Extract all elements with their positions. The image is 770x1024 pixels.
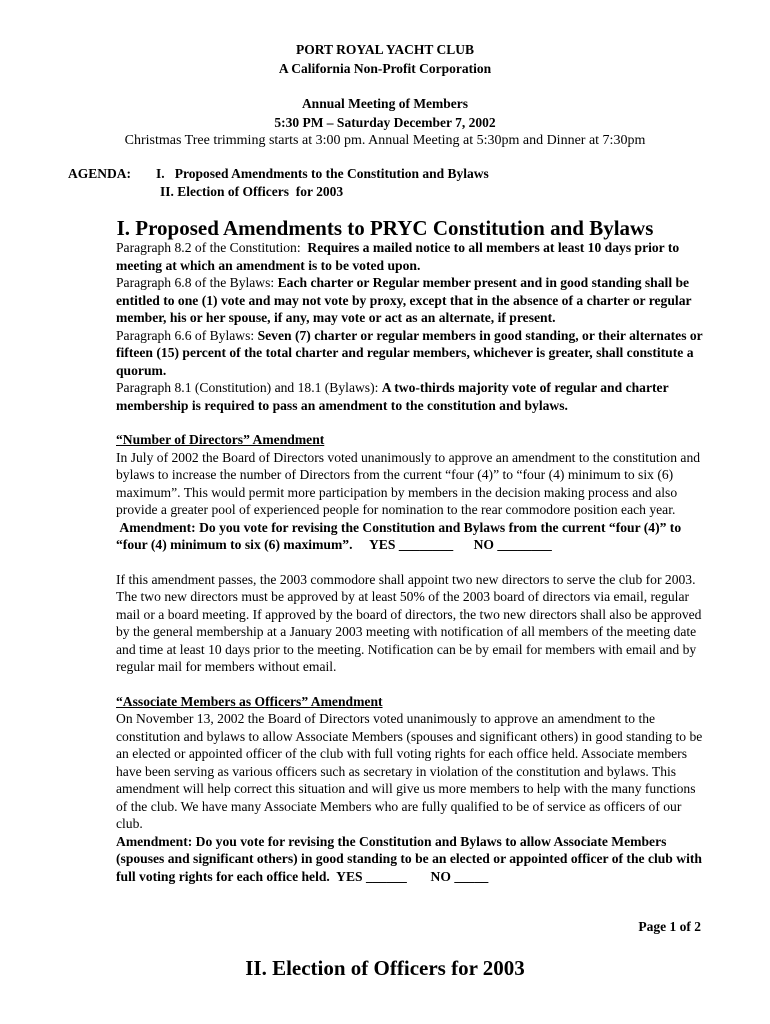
directors-amendment-heading: “Number of Directors” Amendment xyxy=(116,432,325,447)
section-2-title: II. Election of Officers for 2003 xyxy=(245,956,525,980)
meeting-info xyxy=(0,94,770,150)
section-1-body xyxy=(116,239,706,885)
agenda-item-1: I. Proposed Amendments to the Constitution and Bylaws xyxy=(156,166,489,181)
corporation-line: A California Non-Profit Corporation xyxy=(278,61,492,76)
page-number: Page 1 of 2 xyxy=(638,919,701,934)
schedule-line: Christmas Tree trimming starts at 3:00 pm. Annual Meeting at 5:30pm and Dinner at 7:30pm xyxy=(124,133,646,148)
associate-amendment-vote: Amendment: Do you vote for revising the Constitution and Bylaws to allow Associate Members (spouses and significant others) in good standing to be an elected or appointed officer of the club with full voting rights for each office held. YES ______ NO _____ xyxy=(116,833,706,884)
club-name: PORT ROYAL YACHT CLUB xyxy=(296,42,474,57)
agenda-item-2: II. Election of Officers for 2003 xyxy=(160,184,344,199)
section-1-title: I. Proposed Amendments to PRYC Constitution and Bylaws xyxy=(116,216,654,240)
directors-amendment-body: In July of 2002 the Board of Directors voted unanimously to approve an amendment to the constitution and bylaws to increase the number of Directors from the current “four (4)” to “four (4) minimum to six (6) maximum”. This would permit more participation by members in the decision making process and also provide a greater pool of experienced people for nomination to the rear commodore position each year. xyxy=(116,449,701,517)
bylaws-paragraph-6-6: Paragraph 6.6 of Bylaws: Seven (7) charter or regular members in good standing, or their alternates or fifteen (15) percent of the total charter and regular members, whichever is greater, shall constitute a quorum. xyxy=(116,327,703,378)
directors-amendment-vote: Amendment: Do you vote for revising the Constitution and Bylaws from the current “four (4)” to “four (4) minimum to six (6) maximum”. YES ________ NO ________ xyxy=(116,519,685,552)
associate-amendment-body: On November 13, 2002 the Board of Directors voted unanimously to approve an amendment to the constitution and bylaws to allow Associate Members (spouses and significant others) in good standing to be an elected or appointed officer of the club with full voting rights for each office held. Associate members have been serving as various officers such as secretary in violation of the constitution and bylaws. This amendment will help correct this situation and will give us more members to help with the many functions of the club. We have many Associate Members who are fully qualified to be of service as officers of our club. xyxy=(116,711,703,831)
paragraph-8-1-18-1: Paragraph 8.1 (Constitution) and 18.1 (Bylaws): A two-thirds majority vote of regular and charter membership is required to pass an amendment to the constitution and bylaws. xyxy=(116,380,669,413)
directors-amendment-followup: If this amendment passes, the 2003 commodore shall appoint two new directors to serve the club for 2003. The two new directors must be approved by at least 50% of the 2003 board of directors via email, regular mail or a board meeting. If approved by the board of directors, the two new directors shall also be approved by the general membership at a January 2003 meeting with notification of all members of the meeting date and time at least 10 days prior to the meeting. Notification can be by email for members with email and by regular mail for members without email. xyxy=(116,571,702,674)
agenda-label: AGENDA: xyxy=(68,166,131,181)
agenda-items xyxy=(156,165,656,201)
bylaws-paragraph-6-8: Paragraph 6.8 of the Bylaws: Each charter or Regular member present and in good standing shall be entitled to one (1) vote and may not vote by proxy, except that in the absence of a charter or regular member, his or her spouse, if any, may vote or act as an alternate, if present. xyxy=(116,275,692,325)
document-header xyxy=(0,40,770,78)
associate-amendment-heading: “Associate Members as Officers” Amendment xyxy=(116,693,383,709)
meeting-title: Annual Meeting of Members xyxy=(301,96,469,111)
meeting-time: 5:30 PM – Saturday December 7, 2002 xyxy=(274,115,496,130)
constitution-paragraph-8-2: Paragraph 8.2 of the Constitution: Requires a mailed notice to all members at least 10 days prior to meeting at which an amendment is to be voted upon. xyxy=(116,240,680,273)
